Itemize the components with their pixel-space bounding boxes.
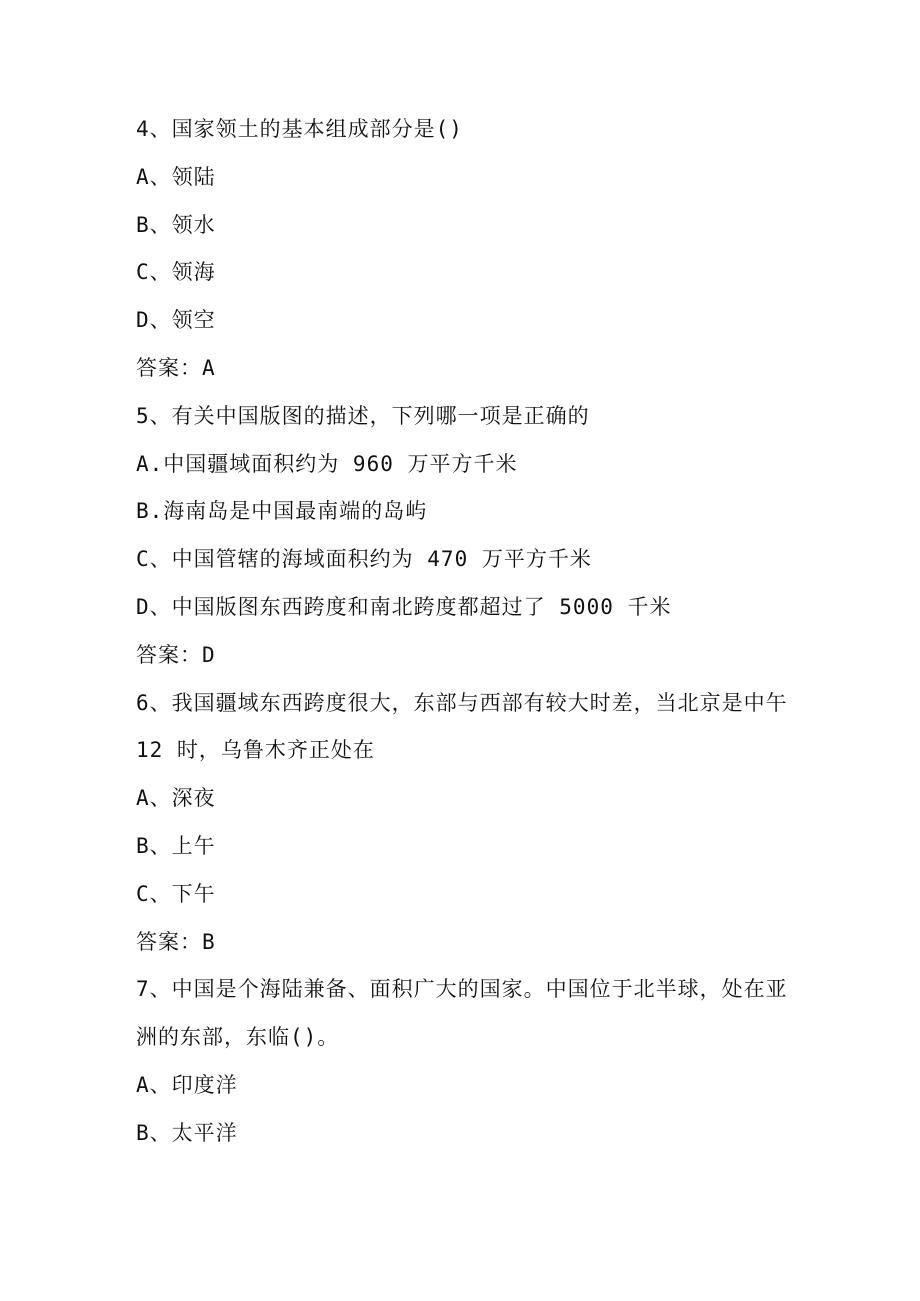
question-6-text-line-2: 12 时，乌鲁木齐正处在 [136,738,375,763]
question-5-option-a: A.中国疆域面积约为 960 万平方千米 [136,451,518,476]
question-7-text-line-1: 7、中国是个海陆兼备、面积广大的国家。中国位于北半球，处在亚 [136,977,788,1002]
question-4-option-b: B、领水 [136,212,216,237]
question-6-option-c: C、下午 [136,881,216,906]
question-4-text: 4、国家领土的基本组成部分是() [136,117,463,141]
question-4-option-a: A、领陆 [136,164,216,189]
question-4-option-c: C、领海 [136,260,216,285]
question-6-option-a: A、深夜 [136,786,216,811]
question-5-option-d: D、中国版图东西跨度和南北跨度都超过了 5000 千米 [136,594,672,619]
question-6-text-line-1: 6、我国疆域东西跨度很大，东部与西部有较大时差，当北京是中午 [136,690,788,715]
question-5-option-b: B.海南岛是中国最南端的岛屿 [136,499,428,524]
question-6-answer: 答案：B [136,929,216,954]
question-4-answer: 答案：A [136,355,216,380]
question-4-option-d: D、领空 [136,308,216,333]
question-7-text-line-2: 洲的东部，东临()。 [136,1025,340,1050]
question-6-option-b: B、上午 [136,833,216,858]
question-5-answer: 答案：D [136,642,216,667]
question-7-option-a: A、印度洋 [136,1072,238,1097]
question-5-option-c: C、中国管辖的海域面积约为 470 万平方千米 [136,547,592,572]
document-body [136,106,786,1158]
question-7-option-b: B、太平洋 [136,1120,238,1145]
question-5-text: 5、有关中国版图的描述，下列哪一项是正确的 [136,403,590,428]
